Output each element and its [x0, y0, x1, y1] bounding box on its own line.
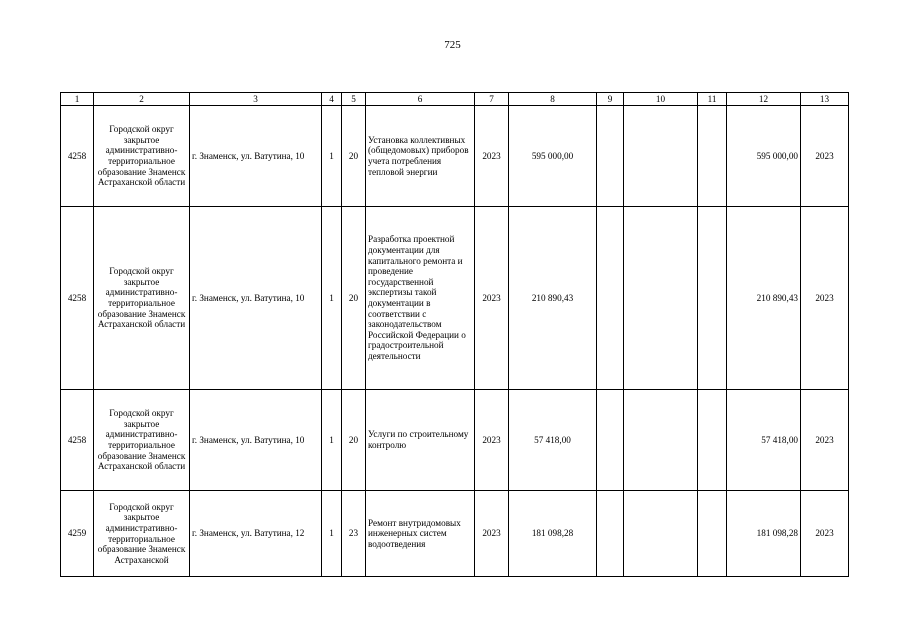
header-cell: 12	[727, 93, 801, 106]
col5-cell: 20	[342, 207, 366, 390]
year-end-cell: 2023	[801, 106, 849, 207]
col10-cell	[624, 491, 698, 577]
header-cell: 7	[475, 93, 509, 106]
year-cell: 2023	[475, 207, 509, 390]
amount-cell: 57 418,00	[509, 390, 597, 491]
col5-cell: 23	[342, 491, 366, 577]
table-header-row	[61, 93, 849, 106]
address-cell: г. Знаменск, ул. Ватутина, 10	[190, 106, 322, 207]
municipality-cell: Городской округ закрытое административно-территориальное образование Знаменск Астраханской области	[94, 106, 190, 207]
header-cell: 4	[322, 93, 342, 106]
col9-cell	[597, 390, 624, 491]
col9-cell	[597, 491, 624, 577]
header-cell: 1	[61, 93, 94, 106]
year-cell: 2023	[475, 106, 509, 207]
col4-cell: 1	[322, 207, 342, 390]
address-cell: г. Знаменск, ул. Ватутина, 12	[190, 491, 322, 577]
work-type-cell: Ремонт внутридомовых инженерных систем водоотведения	[366, 491, 475, 577]
header-cell: 3	[190, 93, 322, 106]
address-cell: г. Знаменск, ул. Ватутина, 10	[190, 207, 322, 390]
col4-cell: 1	[322, 390, 342, 491]
amount-cell: 181 098,28	[509, 491, 597, 577]
register-table	[60, 92, 849, 577]
col10-cell	[624, 390, 698, 491]
year-end-cell: 2023	[801, 207, 849, 390]
col11-cell	[698, 106, 727, 207]
total-cell: 181 098,28	[727, 491, 801, 577]
header-cell: 13	[801, 93, 849, 106]
col9-cell	[597, 207, 624, 390]
col5-cell: 20	[342, 390, 366, 491]
header-cell: 6	[366, 93, 475, 106]
col10-cell	[624, 106, 698, 207]
row-id: 4258	[61, 390, 94, 491]
year-cell: 2023	[475, 390, 509, 491]
work-type-cell: Установка коллективных (общедомовых) приборов учета потребления тепловой энергии	[366, 106, 475, 207]
col4-cell: 1	[322, 106, 342, 207]
amount-cell: 595 000,00	[509, 106, 597, 207]
year-end-cell: 2023	[801, 390, 849, 491]
header-cell: 10	[624, 93, 698, 106]
row-id: 4259	[61, 491, 94, 577]
row-id: 4258	[61, 207, 94, 390]
total-cell: 595 000,00	[727, 106, 801, 207]
col10-cell	[624, 207, 698, 390]
table-row	[61, 390, 849, 491]
total-cell: 57 418,00	[727, 390, 801, 491]
municipality-cell: Городской округ закрытое административно-территориальное образование Знаменск Астраханской области	[94, 390, 190, 491]
header-cell: 8	[509, 93, 597, 106]
col11-cell	[698, 207, 727, 390]
address-cell: г. Знаменск, ул. Ватутина, 10	[190, 390, 322, 491]
header-cell: 11	[698, 93, 727, 106]
page-number: 725	[444, 39, 461, 51]
work-type-cell: Услуги по строительному контролю	[366, 390, 475, 491]
col9-cell	[597, 106, 624, 207]
year-end-cell: 2023	[801, 491, 849, 577]
table-row	[61, 207, 849, 390]
year-cell: 2023	[475, 491, 509, 577]
header-cell: 2	[94, 93, 190, 106]
header-cell: 9	[597, 93, 624, 106]
total-cell: 210 890,43	[727, 207, 801, 390]
row-id: 4258	[61, 106, 94, 207]
col4-cell: 1	[322, 491, 342, 577]
col11-cell	[698, 390, 727, 491]
work-type-cell: Разработка проектной документации для капитального ремонта и проведение государственной экспертизы такой документации в соответствии с законодательством Российской Федерации о градостроительной деятельности	[366, 207, 475, 390]
table-row	[61, 491, 849, 577]
table-row	[61, 106, 849, 207]
header-cell: 5	[342, 93, 366, 106]
col5-cell: 20	[342, 106, 366, 207]
municipality-cell: Городской округ закрытое административно-территориальное образование Знаменск Астраханской	[94, 491, 190, 577]
municipality-cell: Городской округ закрытое административно-территориальное образование Знаменск Астраханской области	[94, 207, 190, 390]
col11-cell	[698, 491, 727, 577]
amount-cell: 210 890,43	[509, 207, 597, 390]
